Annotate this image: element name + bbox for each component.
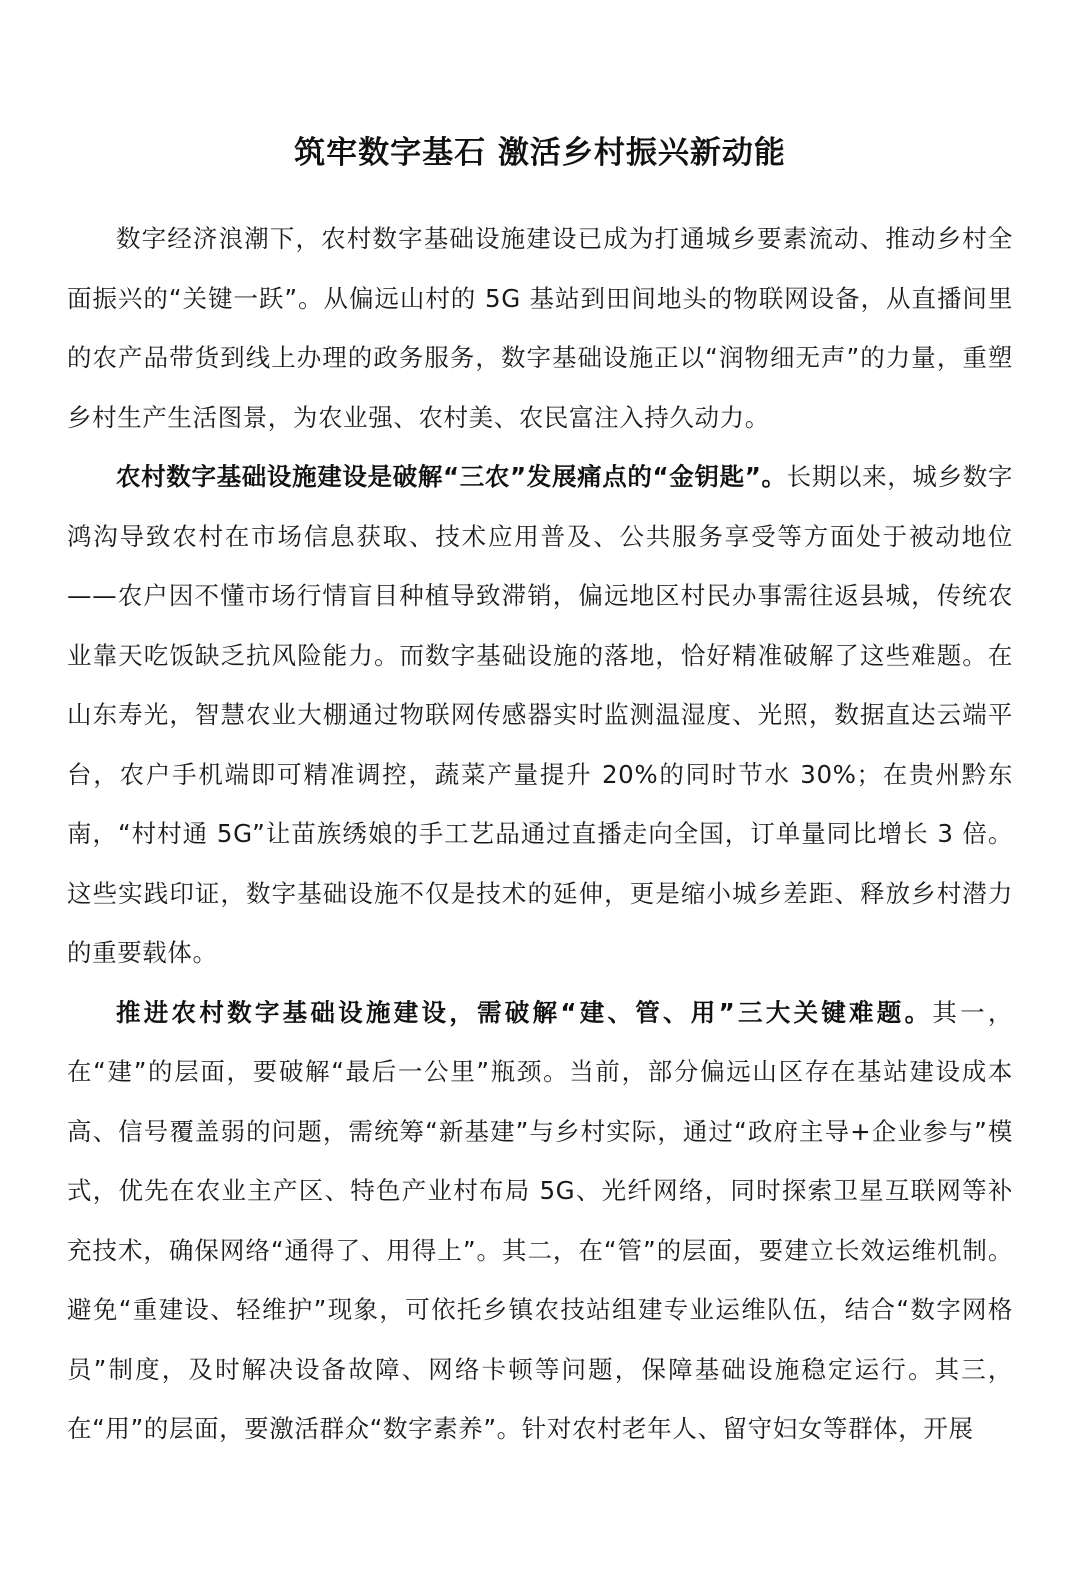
paragraph-2-lead: 农村数字基础设施建设是破解“三农”发展痛点的“金钥匙”。	[116, 462, 787, 491]
article-title: 筑牢数字基石 激活乡村振兴新动能	[294, 135, 786, 171]
paragraph-3-lead: 推进农村数字基础设施建设，需破解“建、管、用”三大关键难题。	[116, 997, 933, 1027]
paragraph-3-body: 其一，在“建”的层面，要破解“最后一公里”瓶颈。当前，部分偏远山区存在基站建设成本高、信号覆盖弱的问题，需统筹“新基建”与乡村实际，通过“政府主导+企业参与”模式，优先在农业主产区、特色产业村布局 5G、光纤网络，同时探索卫星互联网等补充技术，确保网络“通得了、用得上”。其二，在“管”的层面，要建立长效运维机制。避免“重建设、轻维护”现象，可依托乡镇农技站组建专业运维队伍，结合“数字网格员”制度，及时解决设备故障、网络卡顿等问题，保障基础设施稳定运行。其三，在“用”的层面，要激活群众“数字素养”。针对农村老年人、留守妇女等群体，开展	[67, 997, 1013, 1443]
article-page	[67, 0, 1013, 1459]
article-paragraph-2	[67, 447, 1013, 983]
article-paragraph-3	[67, 983, 1013, 1459]
article-paragraph-1	[67, 209, 1013, 447]
paragraph-1-body: 数字经济浪潮下，农村数字基础设施建设已成为打通城乡要素流动、推动乡村全面振兴的“关键一跃”。从偏远山村的 5G 基站到田间地头的物联网设备，从直播间里的农产品带货到线上办理的政务服务，数字基础设施正以“润物细无声”的力量，重塑乡村生产生活图景，为农业强、农村美、农民富注入持久动力。	[67, 224, 1013, 432]
paragraph-2-body: 长期以来，城乡数字鸿沟导致农村在市场信息获取、技术应用普及、公共服务享受等方面处于被动地位——农户因不懂市场行情盲目种植导致滞销，偏远地区村民办事需往返县城，传统农业靠天吃饭缺乏抗风险能力。而数字基础设施的落地，恰好精准破解了这些难题。在山东寿光，智慧农业大棚通过物联网传感器实时监测温湿度、光照，数据直达云端平台，农户手机端即可精准调控，蔬菜产量提升 20%的同时节水 30%；在贵州黔东南，“村村通 5G”让苗族绣娘的手工艺品通过直播走向全国，订单量同比增长 3 倍。这些实践印证，数字基础设施不仅是技术的延伸，更是缩小城乡差距、释放乡村潜力的重要载体。	[67, 462, 1013, 967]
